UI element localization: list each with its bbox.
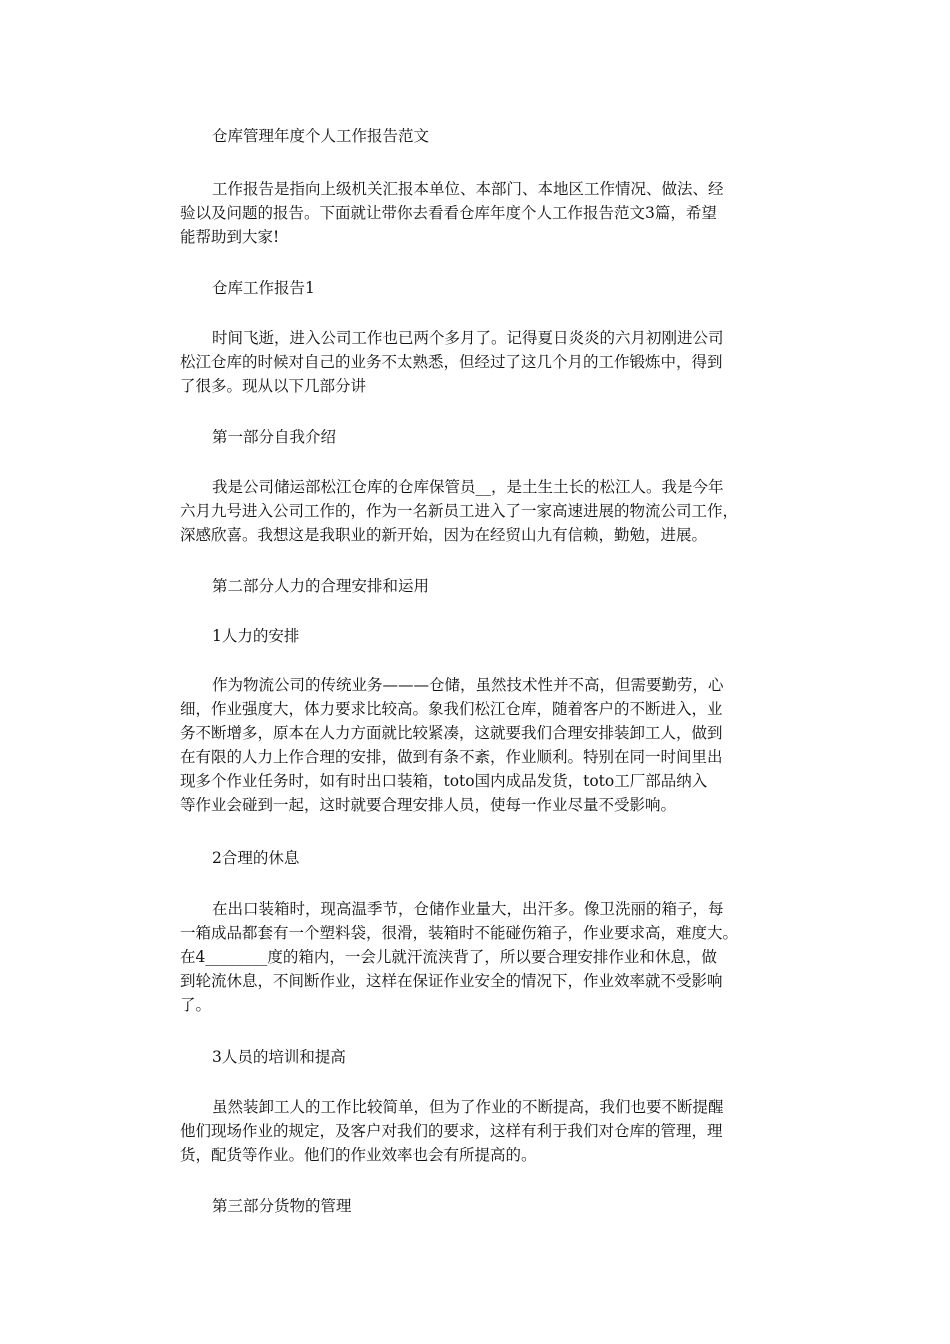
section-heading: 第三部分货物的管理 bbox=[212, 1197, 352, 1215]
text-line: 在4________度的箱内，一会儿就汗流浃背了，所以要合理安排作业和休息，做 bbox=[180, 948, 717, 966]
text-line: 现多个作业任务时，如有时出口装箱，toto国内成品发货，toto工厂部品纳入 bbox=[180, 772, 708, 790]
text-line: 货，配货等作业。他们的作业效率也会有所提高的。 bbox=[180, 1146, 537, 1164]
paragraph-5 bbox=[180, 1095, 780, 1167]
intro-paragraph bbox=[180, 177, 780, 249]
subsection-heading: 1人力的安排 bbox=[212, 627, 300, 645]
report-heading: 仓库工作报告1 bbox=[212, 279, 315, 297]
text-line: 作为物流公司的传统业务———仓储，虽然技术性并不高，但需要勤劳，心 bbox=[212, 676, 724, 694]
text-line: 了很多。现从以下几部分讲 bbox=[180, 377, 367, 395]
paragraph-3 bbox=[180, 673, 780, 817]
text-line: 我是公司储运部松江仓库的仓库保管员__，是土生土长的松江人。我是今年 bbox=[212, 478, 724, 496]
text-line: 松江仓库的时候对自己的业务不太熟悉，但经过了这几个月的工作锻炼中，得到 bbox=[180, 353, 723, 371]
text-line: 细，作业强度大，体力要求比较高。象我们松江仓库，随着客户的不断进入，业 bbox=[180, 700, 723, 718]
subsection-heading: 3人员的培训和提高 bbox=[212, 1048, 346, 1066]
text-line: 了。 bbox=[180, 996, 212, 1014]
text-line: 等作业会碰到一起，这时就要合理安排人员，使每一作业尽量不受影响。 bbox=[180, 796, 677, 814]
text-line: 六月九号进入公司工作的，作为一名新员工进入了一家高速进展的物流公司工作， bbox=[180, 502, 739, 520]
document-title: 仓库管理年度个人工作报告范文 bbox=[212, 127, 430, 145]
text-line: 工作报告是指向上级机关汇报本单位、本部门、本地区工作情况、做法、经 bbox=[212, 180, 724, 198]
text-line: 到轮流休息，不间断作业，这样在保证作业安全的情况下，作业效率就不受影响 bbox=[180, 972, 723, 990]
text-line: 时间飞逝，进入公司工作也已两个多月了。记得夏日炎炎的六月初刚进公司 bbox=[212, 329, 724, 347]
paragraph-4 bbox=[180, 897, 780, 1017]
text-line: 一箱成品都套有一个塑料袋，很滑，装箱时不能碰伤箱子，作业要求高，难度大。 bbox=[180, 924, 739, 942]
text-line: 验以及问题的报告。下面就让带你去看看仓库年度个人工作报告范文3篇，希望 bbox=[180, 204, 717, 222]
paragraph-2 bbox=[180, 475, 780, 547]
text-line: 深感欣喜。我想这是我职业的新开始，因为在经贸山九有信赖，勤勉，进展。 bbox=[180, 526, 708, 544]
subsection-heading: 2合理的休息 bbox=[212, 849, 300, 867]
text-line: 在出口装箱时，现高温季节，仓储作业量大，出汗多。像卫洗丽的箱子，每 bbox=[212, 900, 724, 918]
section-heading: 第一部分自我介绍 bbox=[212, 428, 337, 446]
text-line: 能帮助到大家! bbox=[180, 228, 280, 246]
section-heading: 第二部分人力的合理安排和运用 bbox=[212, 577, 430, 595]
text-line: 他们现场作业的规定，及客户对我们的要求，这样有利于我们对仓库的管理，理 bbox=[180, 1122, 723, 1140]
text-line: 在有限的人力上作合理的安排，做到有条不紊，作业顺利。特别在同一时间里出 bbox=[180, 748, 723, 766]
text-line: 务不断增多，原本在人力方面就比较紧凑，这就要我们合理安排装卸工人，做到 bbox=[180, 724, 723, 742]
text-line: 虽然装卸工人的工作比较简单，但为了作业的不断提高，我们也要不断提醒 bbox=[212, 1098, 724, 1116]
paragraph-1 bbox=[180, 326, 780, 398]
